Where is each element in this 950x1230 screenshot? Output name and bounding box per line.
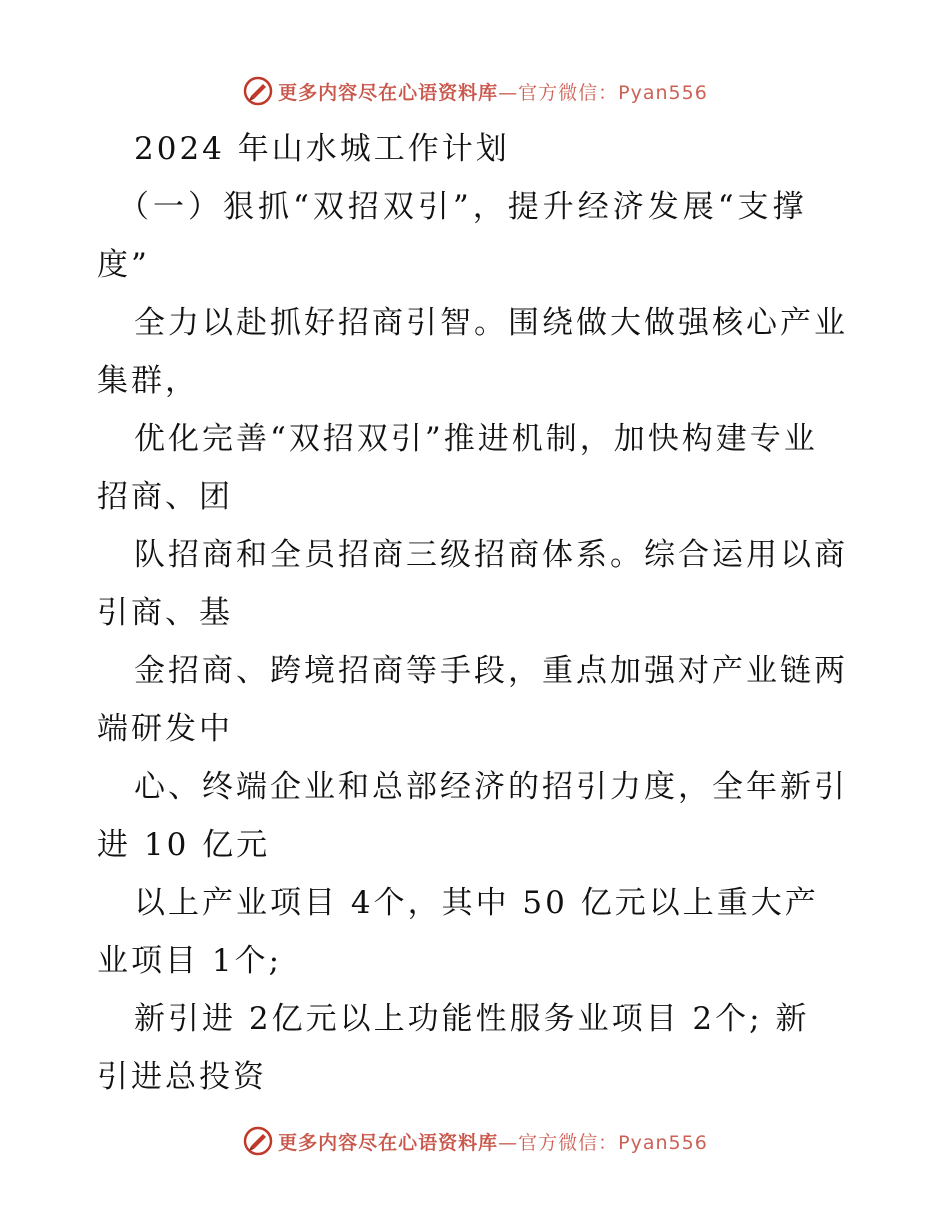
paragraph-line: 业项目 1个; [97, 943, 283, 979]
document-title: 2024 年山水城工作计划 [134, 131, 510, 167]
paragraph-line: 以上产业项目 4个，其中 50 亿元以上重大产 [134, 885, 819, 921]
footer-watermark [0, 1121, 950, 1161]
paragraph-line: 新引进 2亿元以上功能性服务业项目 2个; 新 [134, 1001, 810, 1037]
paragraph-line: 心、终端企业和总部经济的招引力度，全年新引 [134, 769, 848, 805]
paragraph-line: 金招商、跨境招商等手段，重点加强对产业链两 [134, 653, 848, 689]
paragraph-line: 集群， [97, 363, 199, 399]
paragraph-line: 引商、基 [97, 595, 233, 631]
paragraph-line: 招商、团 [97, 479, 233, 515]
paragraph-line: 引进总投资 [97, 1059, 267, 1095]
section-heading: （一）狠抓“双招双引”，提升经济发展“支撑 [118, 189, 808, 225]
watermark-text: 更多内容尽在心语资料库 [278, 81, 499, 104]
watermark-text: 更多内容尽在心语资料库 [278, 1131, 499, 1154]
logo-icon [242, 1125, 274, 1157]
watermark-suffix: —官方微信：Pyan556 [498, 81, 708, 104]
paragraph-line: 进 10 亿元 [97, 827, 271, 863]
paragraph-line: 端研发中 [97, 711, 233, 747]
header-watermark [0, 71, 950, 111]
watermark-suffix: —官方微信：Pyan556 [498, 1131, 708, 1154]
paragraph-line: 优化完善“双招双引”推进机制，加快构建专业 [134, 421, 818, 457]
section-heading-cont: 度” [97, 247, 150, 283]
paragraph-line: 全力以赴抓好招商引智。围绕做大做强核心产业 [134, 305, 848, 341]
paragraph-line: 队招商和全员招商三级招商体系。综合运用以商 [134, 537, 848, 573]
logo-icon [242, 75, 274, 107]
